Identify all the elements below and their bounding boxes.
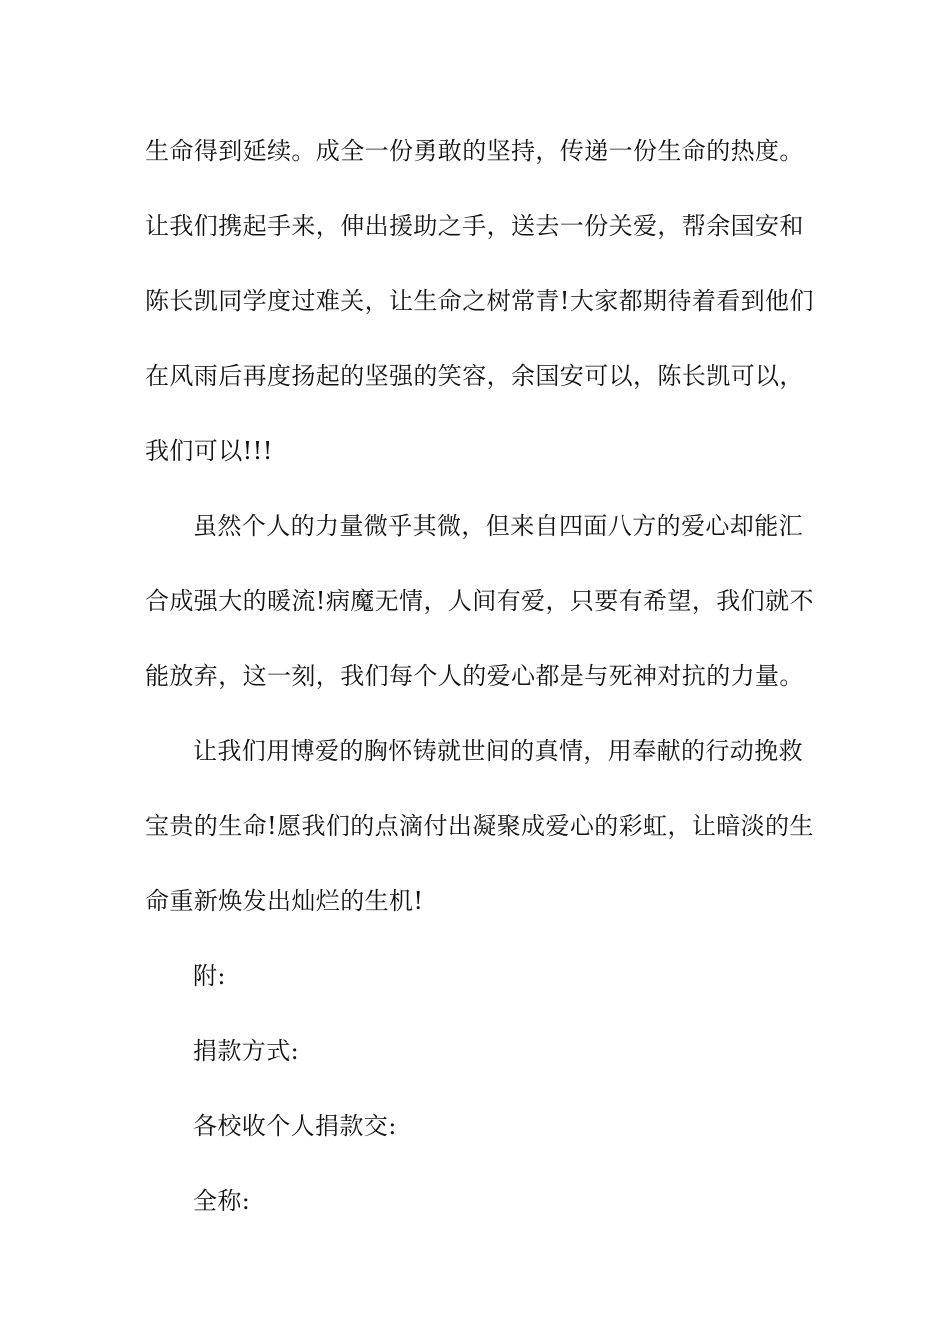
paragraph-2-line-3: 能放弃，这一刻，我们每个人的爱心都是与死神对抗的力量。 — [145, 662, 804, 690]
paragraph-1-line-3: 陈长凯同学度过难关，让生命之树常青!大家都期待着看到他们 — [145, 287, 814, 315]
paragraph-3-line-3: 命重新焕发出灿烂的生机! — [145, 887, 424, 915]
donation-method-label: 捐款方式: — [193, 1037, 300, 1065]
school-collection-label: 各校收个人捐款交: — [193, 1112, 397, 1140]
paragraph-2-line-1: 虽然个人的力量微乎其微，但来自四面八方的爱心却能汇 — [193, 512, 803, 540]
paragraph-1-line-1: 生命得到延续。成全一份勇敢的坚持，传递一份生命的热度。 — [145, 137, 804, 165]
document-body — [145, 128, 815, 1253]
paragraph-1-line-2: 让我们携起手来，伸出援助之手，送去一份关爱，帮余国安和 — [145, 212, 804, 240]
full-name-label: 全称: — [193, 1187, 251, 1215]
paragraph-3-line-1: 让我们用博爱的胸怀铸就世间的真情，用奉献的行动挽救 — [193, 737, 803, 765]
paragraph-2-line-2: 合成强大的暖流!病魔无情，人间有爱，只要有希望，我们就不 — [145, 587, 814, 615]
appendix-label: 附: — [193, 962, 226, 990]
paragraph-3-line-2: 宝贵的生命!愿我们的点滴付出凝聚成爱心的彩虹，让暗淡的生 — [145, 812, 814, 840]
paragraph-1-line-4: 在风雨后再度扬起的坚强的笑容，余国安可以，陈长凯可以， — [145, 362, 804, 390]
paragraph-1-line-5: 我们可以!!! — [145, 437, 273, 465]
